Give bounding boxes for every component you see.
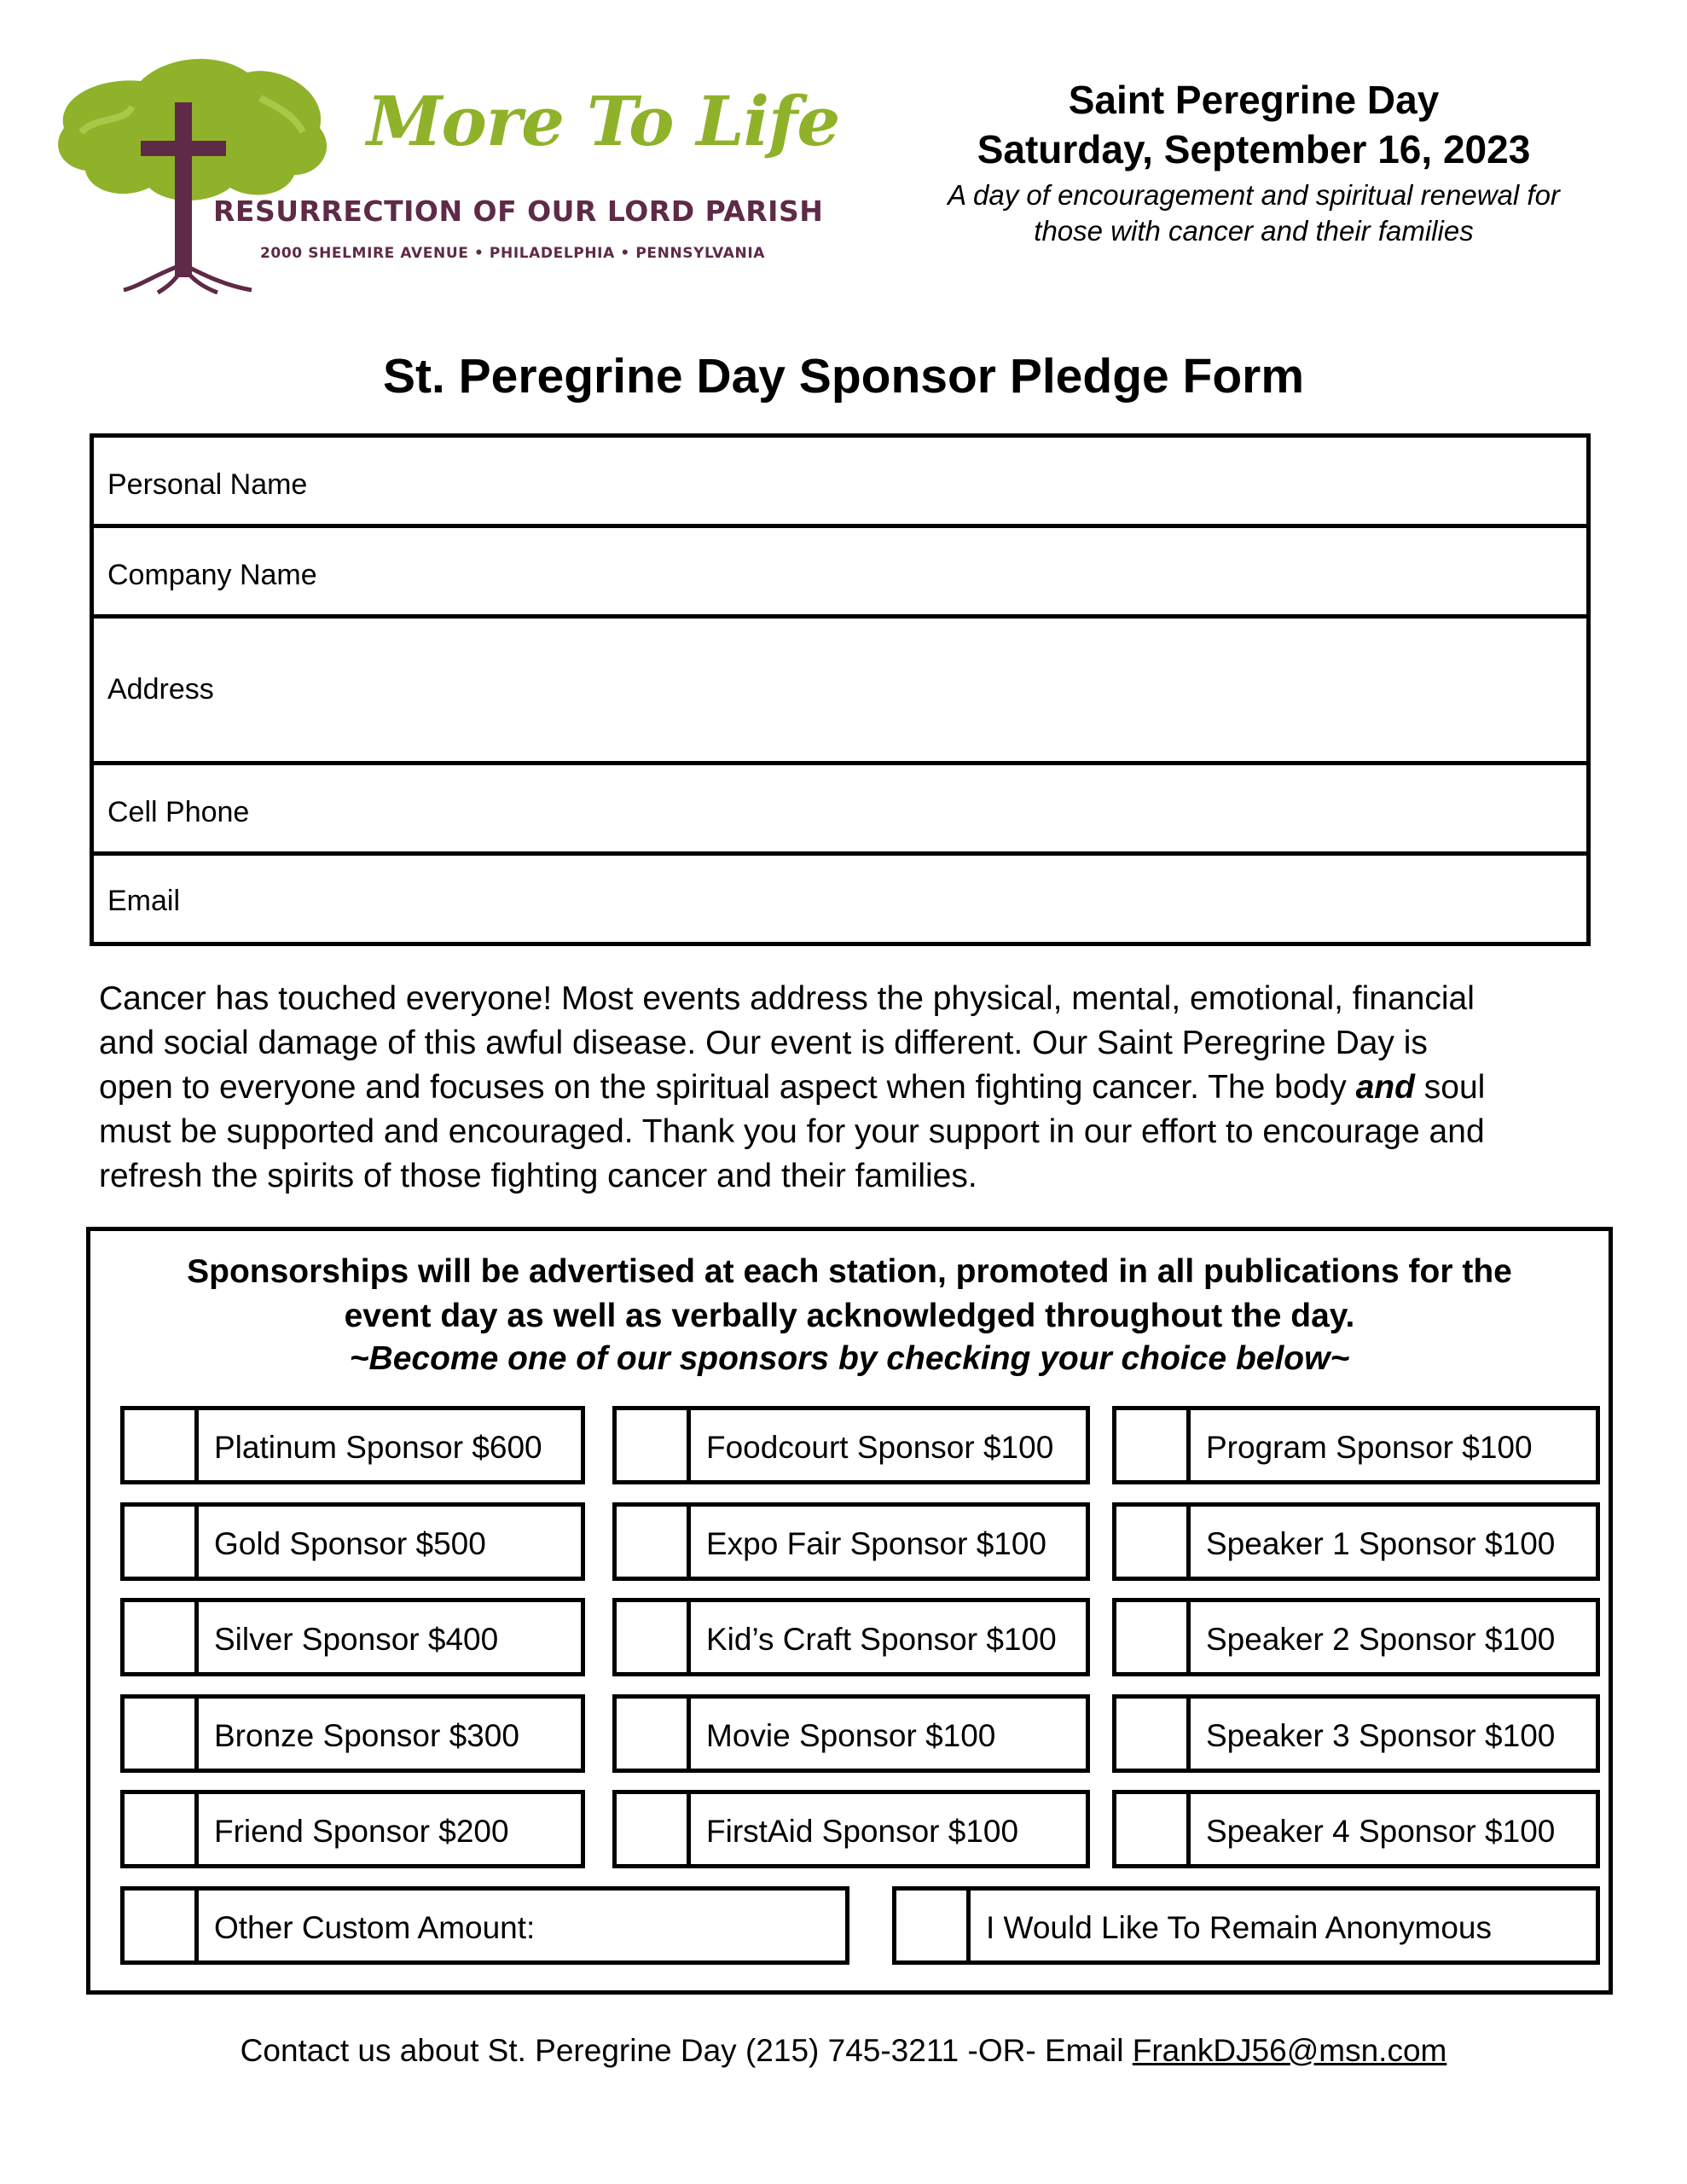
sponsor-checkbox[interactable]	[1116, 1410, 1191, 1480]
company-name-field[interactable]	[94, 528, 1586, 619]
sponsorship-heading-line1: Sponsorships will be advertised at each station, promoted in all publications for the	[187, 1253, 1512, 1290]
sponsor-option-label: Bronze Sponsor $300	[214, 1718, 519, 1753]
sponsorship-heading	[90, 1250, 1609, 1339]
sponsor-checkbox[interactable]	[617, 1794, 691, 1864]
sponsor-option-label: I Would Like To Remain Anonymous	[986, 1910, 1493, 1945]
sponsor-option-movie[interactable]	[612, 1694, 1090, 1773]
sponsor-option-label: Platinum Sponsor $600	[214, 1430, 542, 1465]
intro-paragraph	[99, 977, 1609, 1199]
sponsor-option-label: Gold Sponsor $500	[214, 1526, 486, 1561]
event-description-line2: those with cancer and their families	[1034, 215, 1474, 247]
sponsor-checkbox[interactable]	[1116, 1699, 1191, 1769]
event-info	[904, 75, 1603, 249]
cell-phone-field[interactable]	[94, 765, 1586, 856]
contact-email-link[interactable]: FrankDJ56@msn.com	[1132, 2033, 1447, 2068]
event-name: Saint Peregrine Day	[1068, 78, 1440, 122]
personal-name-label: Personal Name	[107, 468, 308, 501]
sponsor-option-silver[interactable]	[120, 1598, 585, 1676]
form-title: St. Peregrine Day Sponsor Pledge Form	[382, 349, 1305, 404]
personal-name-field[interactable]	[94, 438, 1586, 528]
sponsor-checkbox[interactable]	[896, 1891, 971, 1960]
sponsor-option-label: Silver Sponsor $400	[214, 1622, 499, 1657]
company-name-label: Company Name	[107, 559, 317, 591]
cell-phone-label: Cell Phone	[107, 796, 250, 828]
sponsor-option-speaker-2[interactable]	[1112, 1598, 1600, 1676]
sponsor-option-bronze[interactable]	[120, 1694, 585, 1773]
contact-info-table	[90, 433, 1591, 946]
sponsor-option-label: Program Sponsor $100	[1206, 1430, 1533, 1465]
sponsor-option-firstaid[interactable]	[612, 1790, 1090, 1868]
paragraph-line: refresh the spirits of those fighting cancer and their families.	[99, 1158, 977, 1194]
paragraph-emphasis: and	[1355, 1069, 1415, 1106]
sponsor-checkbox[interactable]	[617, 1410, 691, 1480]
sponsor-option-label: Foodcourt Sponsor $100	[706, 1430, 1054, 1465]
sponsor-option-label: FirstAid Sponsor $100	[706, 1814, 1019, 1849]
contact-text: Contact us about St. Peregrine Day (215) 745-3211 -OR- Email	[240, 2033, 1133, 2068]
sponsorship-box	[86, 1227, 1613, 1995]
sponsor-option-label: Speaker 4 Sponsor $100	[1206, 1814, 1556, 1849]
sponsor-option-friend[interactable]	[120, 1790, 585, 1868]
paragraph-text: open to everyone and focuses on the spiritual aspect when fighting cancer. The body	[99, 1069, 1356, 1106]
address-field[interactable]	[94, 619, 1586, 765]
sponsor-option-label: Friend Sponsor $200	[214, 1814, 509, 1849]
sponsor-option-gold[interactable]	[120, 1502, 585, 1581]
sponsor-checkbox[interactable]	[125, 1507, 199, 1577]
sponsor-option-label: Expo Fair Sponsor $100	[706, 1526, 1047, 1561]
sponsor-option-custom-amount[interactable]	[120, 1886, 849, 1965]
logo-tagline: More To Life	[367, 81, 840, 161]
paragraph-line	[99, 1066, 1609, 1110]
sponsor-option-label: Speaker 2 Sponsor $100	[1206, 1622, 1556, 1657]
sponsor-checkbox[interactable]	[125, 1699, 199, 1769]
sponsor-option-label: Kid’s Craft Sponsor $100	[706, 1622, 1057, 1657]
event-description	[904, 177, 1603, 249]
paragraph-text: soul	[1414, 1069, 1486, 1106]
email-label: Email	[107, 885, 181, 917]
sponsorship-instruction: ~Become one of our sponsors by checking your choice below~	[349, 1340, 1350, 1377]
sponsor-checkbox[interactable]	[1116, 1794, 1191, 1864]
logo-parish-address: 2000 SHELMIRE AVENUE • PHILADELPHIA • PENNSYLVANIA	[260, 245, 766, 262]
sponsor-checkbox[interactable]	[1116, 1507, 1191, 1577]
sponsor-option-platinum[interactable]	[120, 1406, 585, 1484]
sponsor-checkbox[interactable]	[125, 1410, 199, 1480]
sponsor-checkbox[interactable]	[617, 1699, 691, 1769]
sponsor-checkbox[interactable]	[125, 1602, 199, 1672]
sponsor-option-label: Other Custom Amount:	[214, 1910, 536, 1945]
paragraph-line: Cancer has touched everyone! Most events address the physical, mental, emotional, financial	[99, 980, 1475, 1017]
event-description-line1: A day of encouragement and spiritual renewal for	[948, 179, 1560, 211]
sponsor-option-label: Movie Sponsor $100	[706, 1718, 996, 1753]
sponsor-option-label: Speaker 1 Sponsor $100	[1206, 1526, 1556, 1561]
sponsor-checkbox[interactable]	[617, 1507, 691, 1577]
paragraph-line: must be supported and encouraged. Thank you for your support in our effort to encourage and	[99, 1113, 1485, 1150]
contact-line	[0, 2033, 1687, 2069]
sponsor-option-expo-fair[interactable]	[612, 1502, 1090, 1581]
sponsor-option-foodcourt[interactable]	[612, 1406, 1090, 1484]
sponsor-checkbox[interactable]	[125, 1891, 199, 1960]
sponsor-checkbox[interactable]	[1116, 1602, 1191, 1672]
sponsor-option-kids-craft[interactable]	[612, 1598, 1090, 1676]
logo-parish-name: RESURRECTION OF OUR LORD PARISH	[213, 195, 824, 228]
paragraph-line: and social damage of this awful disease. Our event is different. Our Saint Peregrine Day is	[99, 1025, 1428, 1061]
event-date: Saturday, September 16, 2023	[977, 127, 1531, 171]
sponsor-option-speaker-4[interactable]	[1112, 1790, 1600, 1868]
sponsor-option-speaker-1[interactable]	[1112, 1502, 1600, 1581]
sponsor-checkbox[interactable]	[617, 1602, 691, 1672]
sponsor-option-label: Speaker 3 Sponsor $100	[1206, 1718, 1556, 1753]
sponsor-checkbox[interactable]	[125, 1794, 199, 1864]
sponsor-option-anonymous[interactable]	[892, 1886, 1600, 1965]
sponsorship-heading-line2: event day as well as verbally acknowledged throughout the day.	[344, 1298, 1355, 1334]
sponsor-option-program[interactable]	[1112, 1406, 1600, 1484]
address-label: Address	[107, 673, 214, 706]
email-field[interactable]	[94, 856, 1586, 942]
sponsor-option-speaker-3[interactable]	[1112, 1694, 1600, 1773]
